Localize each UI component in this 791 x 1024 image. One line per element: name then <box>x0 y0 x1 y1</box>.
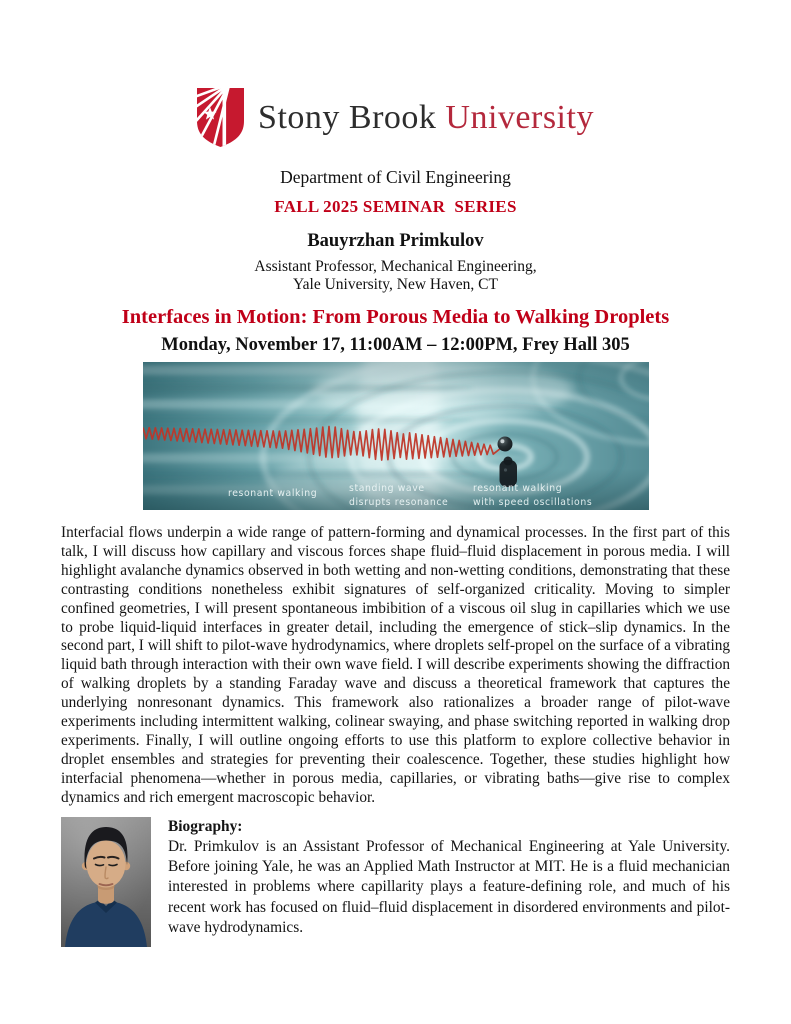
seminar-series-line: FALL 2025 SEMINAR SERIES <box>274 197 517 216</box>
wordmark-name: Stony Brook <box>258 98 437 136</box>
talk-title: Interfaces in Motion: From Porous Media to Walking Droplets <box>121 306 670 328</box>
figure-label-mid-line2: disrupts resonance <box>348 497 448 508</box>
biography-text-block <box>168 817 730 939</box>
university-wordmark <box>258 98 594 136</box>
university-logo <box>197 88 594 147</box>
masthead <box>0 0 791 294</box>
walking-droplet-figure <box>143 362 649 510</box>
biography-paragraph: Dr. Primkulov is an Assistant Professor of Mechanical Engineering at Yale University. Before joining Yale, he was an Applied Math Instructor at MIT. He is a fluid mechanician interested in problems where capillarity plays a feature-defining role, and much of his recent work has focused on fluid–fluid displacement in disordered environments and pilot-wave hydrodynamics. <box>168 837 730 937</box>
talk-datetime-location: Monday, November 17, 11:00AM – 12:00PM, Frey Hall 305 <box>161 335 630 355</box>
speaker-photo <box>61 817 151 947</box>
biography-heading: Biography: <box>168 817 243 835</box>
wordmark-university: University <box>445 98 594 136</box>
speaker-name: Bauyrzhan Primkulov <box>307 231 484 251</box>
speaker-affiliation-line2: Yale University, New Haven, CT <box>293 276 498 293</box>
department-line: Department of Civil Engineering <box>280 167 511 187</box>
abstract-paragraph: Interfacial flows underpin a wide range of pattern-forming and dynamical processes. In the first part of this talk, I will discuss how capillary and viscous forces shape fluid–fluid displacement in porous media. I will highlight avalanche dynamics observed in both wetting and non-wetting conditions, demonstrating that these contrasting conditions nonetheless exhibit signatures of self-organized criticality. Moving to simpler confined geometries, I will present spontaneous imbibition of a viscous oil slug in capillaries which we use to probe liquid-liquid interfaces in greater detail, including the emergence of stick–slip dynamics. In the second part, I will shift to pilot-wave hydrodynamics, where droplets self-propel on the surface of a vibrating liquid bath through interaction with their own wave field. I will describe experiments showing the diffraction of walking droplets by a standing Faraday wave and discuss a theoretical framework that captures the underlying nonresonant dynamics. This framework also rationalizes a broader range of pilot-wave experiments including intermittent walking, colinear swaying, and phase switching reported in walking drop experiments. Finally, I will outline ongoing efforts to use this platform to explore collective behavior in droplet ensembles and strategies for preventing their coalescence. Together, these studies highlight how interfacial phenomena—whether in porous media, capillaries, or vibrating baths—give rise to complex dynamics and rich emergent macroscopic behavior. <box>61 524 730 806</box>
figure-label-right-line1: resonant walking <box>472 483 562 494</box>
figure-label-left: resonant walking <box>227 488 317 499</box>
figure-label-mid-line1: standing wave <box>348 483 425 494</box>
speaker-affiliation-line1: Assistant Professor, Mechanical Engineering, <box>254 258 537 275</box>
university-shield-icon <box>197 88 244 147</box>
figure-label-right-line2: with speed oscillations <box>472 497 592 508</box>
biography-section <box>61 817 730 947</box>
wave-image <box>143 362 649 510</box>
speaker-portrait-image <box>61 817 151 947</box>
